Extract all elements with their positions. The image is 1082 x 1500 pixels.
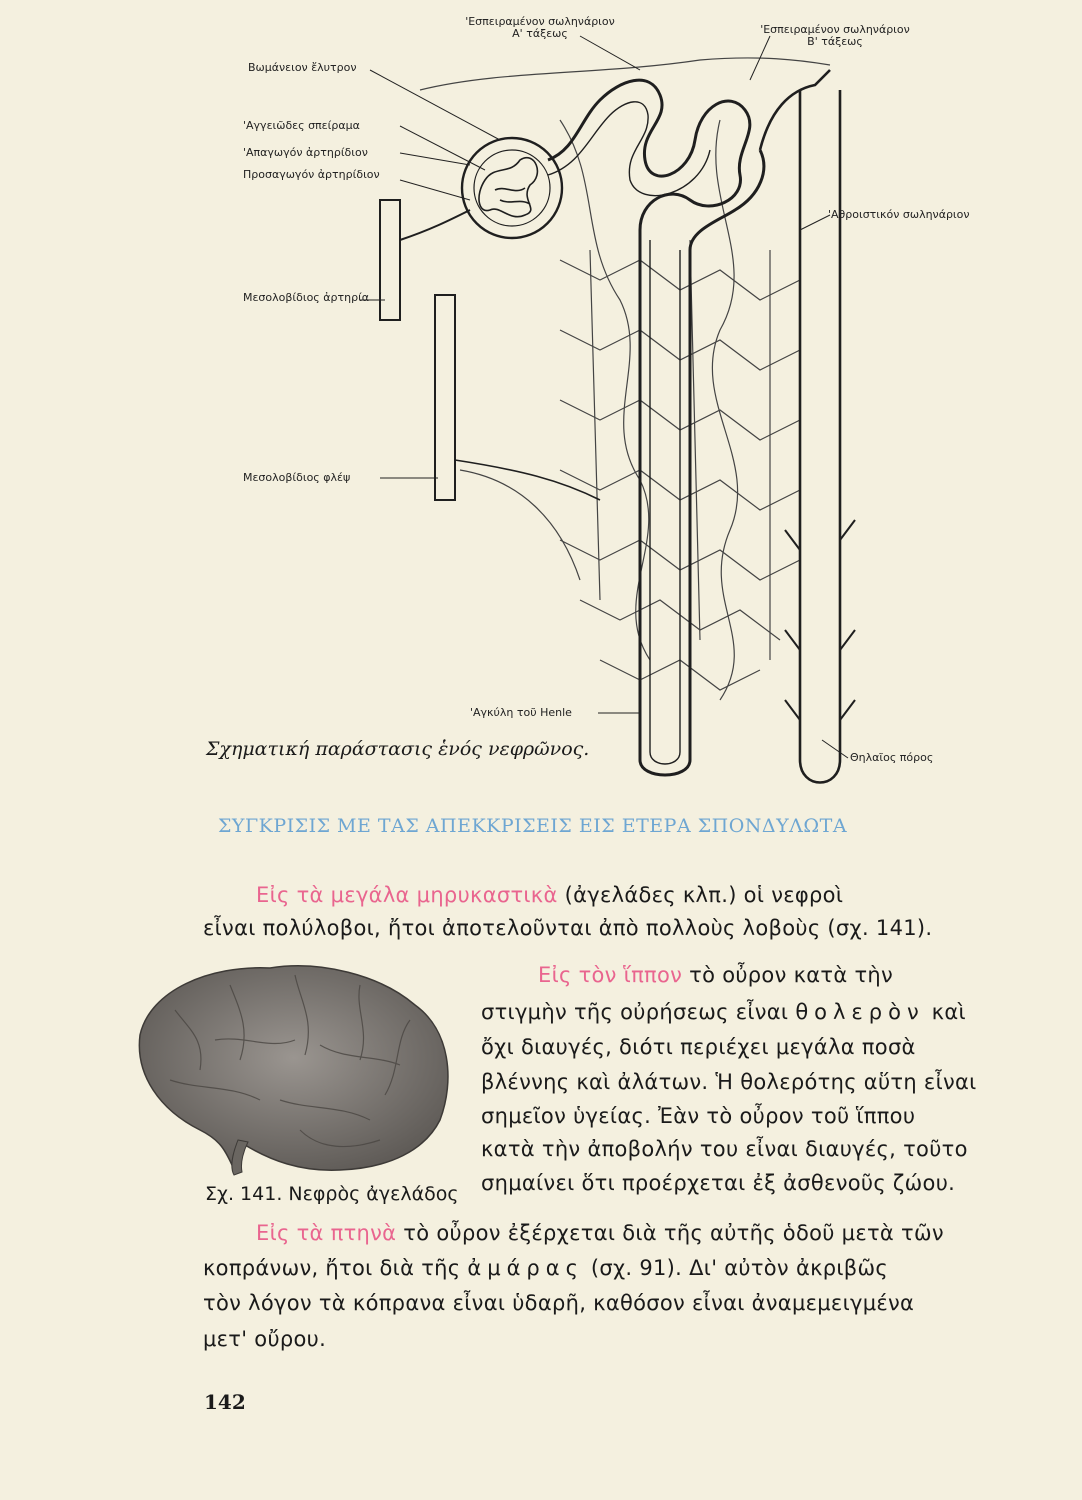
paragraph-2-line-4: βλέννης καὶ ἀλάτων. Ἡ θολερότης αὕτη εἶναι [481,1070,977,1094]
paragraph-2-line-1-rest: τὸ οὖρον κατὰ τὴν [682,963,894,987]
paragraph-2-emphasis: θολερὸν [795,1000,925,1024]
label-interlobular-vein: Μεσολοβίδιος φλέψ [243,471,351,484]
label-proximal-tubule-line2: Α' τάξεως [512,27,568,40]
page-number: 142 [204,1390,246,1414]
section-title: ΣΥΓΚΡΙΣΙΣ ΜΕ ΤΑΣ ΑΠΕΚΚΡΙΣΕΙΣ ΕΙΣ ΕΤΕΡΑ ΣΠΟΝΔΥΛΩΤΑ [218,815,848,837]
paragraph-1-lead: Εἰς τὰ μεγάλα μηρυκαστικὰ [256,883,558,907]
paragraph-2-line-5: σημεῖον ὑγείας. Ἐὰν τὸ οὖρον τοῦ ἵππου [481,1104,916,1128]
paragraph-3-lead: Εἰς τὰ πτηνὰ [256,1221,397,1245]
label-papillary-duct: Θηλαῖος πόρος [850,751,934,764]
label-distal-tubule-line2: Β' τάξεως [807,35,863,48]
label-afferent-arteriole: Προσαγωγόν ἀρτηρίδιον [243,168,380,181]
paragraph-2-line-2 [481,997,966,1027]
paragraph-3-line-1-rest: τὸ οὖρον ἐξέρχεται διὰ τῆς αὐτῆς ὁδοῦ μετὰ τῶν [396,1221,944,1245]
paragraph-2-line-1 [538,960,893,990]
paragraph-2-line-2-post: καὶ [924,1000,966,1024]
paragraph-2-lead: Εἰς τὸν ἵππον [538,963,683,987]
label-bowman-capsule: Βωμάνειον ἔλυτρον [248,61,357,74]
label-interlobular-artery: Μεσολοβίδιος ἀρτηρία [243,291,370,304]
label-glomerulus: 'Αγγειῶδες σπείραμα [243,119,360,132]
paragraph-2-line-3: ὄχι διαυγές, διότι περιέχει μεγάλα ποσὰ [481,1035,916,1059]
paragraph-1-line-2: εἶναι πολύλοβοι, ἤτοι ἀποτελοῦνται ἀπὸ πολλοὺς λοβοὺς (σχ. 141). [203,916,933,940]
label-distal-tubule-line1: 'Εσπειραμένον σωληνάριον [760,23,910,36]
paragraph-3-line-2-pre: κοπράνων, ἤτοι διὰ τῆς [203,1256,468,1280]
label-proximal-tubule-line1: 'Εσπειραμένον σωληνάριον [465,15,615,28]
paragraph-3-line-4: μετ' οὔρου. [203,1327,327,1351]
paragraph-2-line-7: σημαίνει ὅτι προέρχεται ἐξ ἀσθενοῦς ζώου. [481,1171,956,1195]
paragraph-3-line-2 [203,1253,888,1283]
paragraph-3-emphasis: ἀμάρας [467,1256,584,1280]
diagram-caption: Σχηματική παράστασις ἑνός νεφρῶνος. [206,738,590,760]
label-proximal-tubule [440,16,640,40]
label-collecting-duct: 'Αθροιστικόν σωληνάριον [828,208,970,221]
paragraph-3-line-3: τὸν λόγον τὰ κόπρανα εἶναι ὑδαρῆ, καθόσον εἶναι ἀναμεμειγμένα [203,1291,915,1315]
paragraph-1-line-1 [256,880,843,910]
label-loop-of-henle: 'Αγκύλη τοῦ Henle [470,706,572,719]
paragraph-2-line-6: κατὰ τὴν ἀποβολήν του εἶναι διαυγές, τοῦτο [481,1137,968,1161]
paragraph-3-line-2-post: (σχ. 91). Δι' αὐτὸν ἀκριβῶς [583,1256,889,1280]
paragraph-1-line-1-rest: (ἀγελάδες κλπ.) οἱ νεφροὶ [557,883,844,907]
label-efferent-arteriole: 'Απαγωγόν ἀρτηρίδιον [243,146,368,159]
paragraph-2-line-2-pre: στιγμὴν τῆς οὐρήσεως εἶναι [481,1000,796,1024]
paragraph-3-line-1 [256,1218,944,1248]
label-distal-tubule [730,24,940,48]
figure-141-caption: Σχ. 141. Νεφρὸς ἀγελάδος [205,1183,459,1205]
